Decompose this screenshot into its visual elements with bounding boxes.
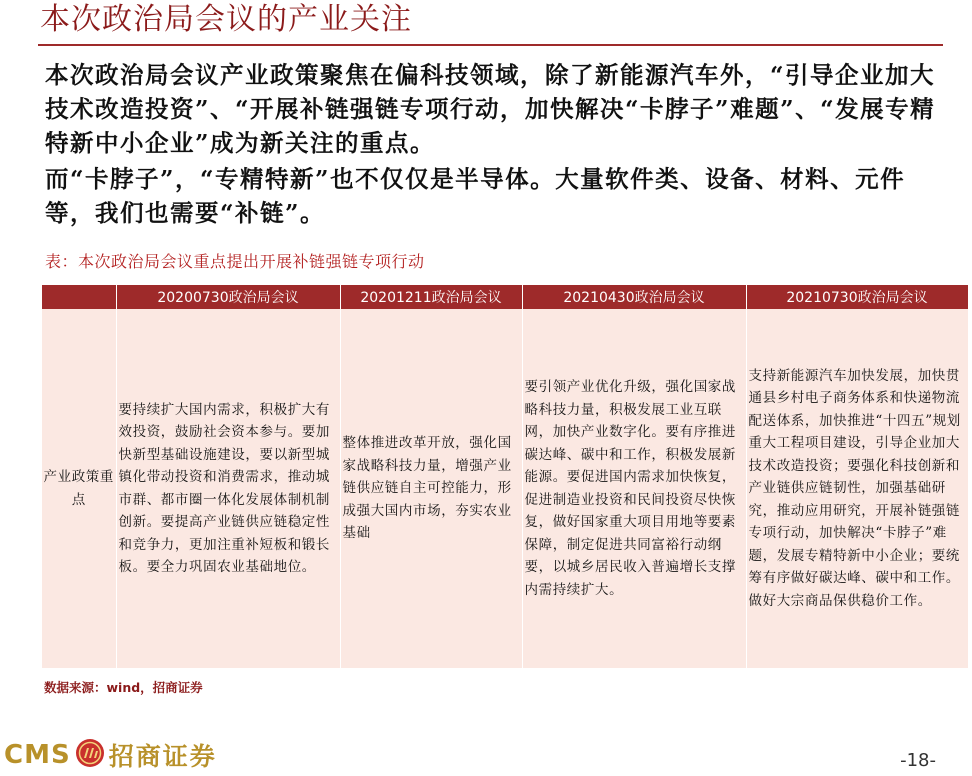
- page-number: -18-: [900, 750, 936, 771]
- logo-chinese-text: 招商证券: [108, 742, 217, 771]
- header-20201211: 20201211政治局会议: [340, 285, 522, 309]
- data-source: 数据来源：wind，招商证券: [44, 680, 203, 695]
- cell-20210730: 支持新能源汽车加快发展，加快贯通县乡村电子商务体系和快递物流配送体系，加快推进“十四五”规划重大工程项目建设，引导企业加大技术改造投资；要强化科技创新和产业链供应链韧性，加强基础研究，推动应用研究，开展补链强链专项行动，加快解决“卡脖子”难题，发展专精特新中小企业；要统筹有序做好碳达峰、碳中和工作。做好大宗商品保供稳价工作。: [746, 309, 968, 668]
- header-blank: [42, 285, 116, 309]
- cell-20210430: 要引领产业优化升级，强化国家战略科技力量，积极发展工业互联网，加快产业数字化。要有序推进碳达峰、碳中和工作，积极发展新能源。要促进国内需求加快恢复，促进制造业投资和民间投资尽快恢复，做好国家重大项目用地等要素保障，制定促进共同富裕行动纲要，以城乡居民收入普遍增长支撑内需持续扩大。: [522, 309, 746, 668]
- header-20210430: 20210430政治局会议: [522, 285, 746, 309]
- table-header-row: [42, 285, 968, 309]
- cell-20200730: 要持续扩大国内需求，积极扩大有效投资，鼓励社会资本参与。要加快新型基础设施建设，要以新型城镇化带动投资和消费需求，推动城市群、都市圈一体化发展体制机制创新。要提高产业链供应链稳定性和竞争力，更加注重补短板和锻长板。要全力巩固农业基础地位。: [116, 309, 340, 668]
- paragraph-1: 本次政治局会议产业政策聚焦在偏科技领域，除了新能源汽车外，“引导企业加大技术改造投资”、“开展补链强链专项行动，加快解决“卡脖子”难题”、“发展专精特新中小企业”成为新关注的重点。: [45, 61, 936, 157]
- table-caption: 表：本次政治局会议重点提出开展补链强链专项行动: [45, 252, 425, 271]
- company-logo: [4, 738, 217, 772]
- title-divider: [38, 44, 943, 46]
- header-20200730: 20200730政治局会议: [116, 285, 340, 309]
- row-label: 产业政策重点: [42, 309, 116, 668]
- logo-latin-text: CMS: [4, 740, 71, 770]
- header-20210730: 20210730政治局会议: [746, 285, 968, 309]
- page-title: 本次政治局会议的产业关注: [40, 2, 412, 37]
- table-row: [42, 309, 968, 668]
- logo-emblem-icon: [75, 738, 105, 772]
- paragraph-2: 而“卡脖子”，“专精特新”也不仅仅是半导体。大量软件类、设备、材料、元件等，我们也需要“补链”。: [45, 165, 906, 227]
- policy-table: [42, 285, 969, 668]
- cell-20201211: 整体推进改革开放，强化国家战略科技力量，增强产业链供应链自主可控能力，形成强大国内市场，夯实农业基础: [340, 309, 522, 668]
